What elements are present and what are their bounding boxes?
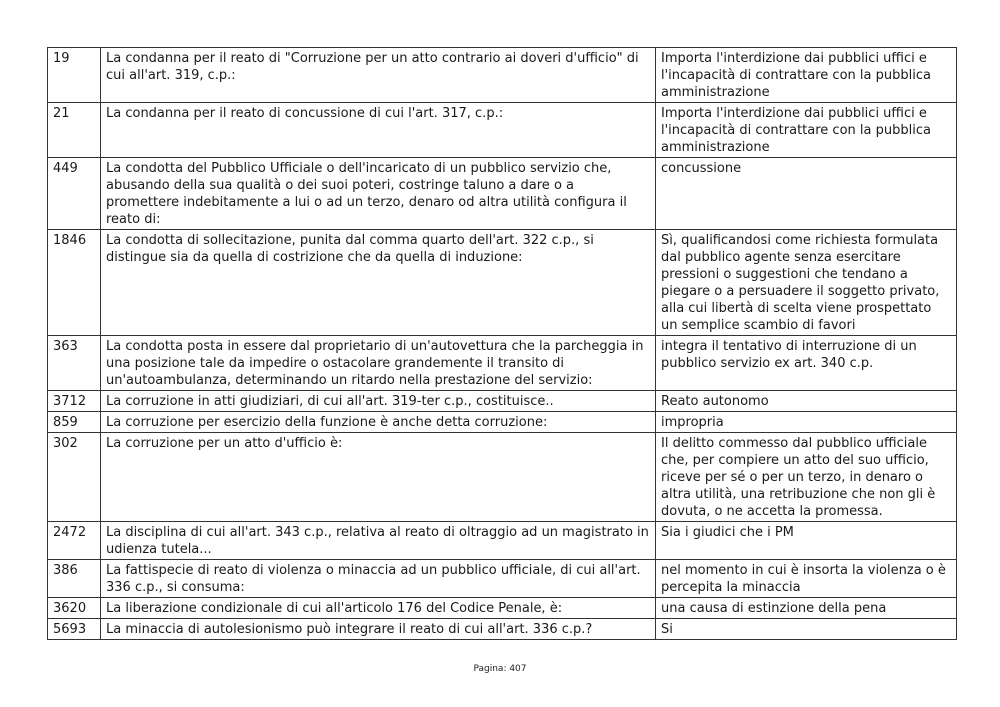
row-id-cell: 2472 (48, 522, 101, 560)
table-row (48, 598, 957, 619)
table-row (48, 412, 957, 433)
table-row (48, 522, 957, 560)
question-cell: La disciplina di cui all'art. 343 c.p., relativa al reato di oltraggio ad un magistrato in udienza tutela... (101, 522, 656, 560)
row-id-cell: 3620 (48, 598, 101, 619)
answer-cell: Reato autonomo (656, 391, 957, 412)
answer-cell: Importa l'interdizione dai pubblici uffici e l'incapacità di contrattare con la pubblica amministrazione (656, 48, 957, 103)
table-row (48, 560, 957, 598)
row-id-cell: 859 (48, 412, 101, 433)
answer-cell: Il delitto commesso dal pubblico ufficiale che, per compiere un atto del suo ufficio, riceve per sé o per un terzo, in denaro o altra utilità, una retribuzione che non gli è dovuta, o ne accetta la promessa. (656, 433, 957, 522)
table-row (48, 391, 957, 412)
answer-cell: integra il tentativo di interruzione di un pubblico servizio ex art. 340 c.p. (656, 336, 957, 391)
table-row (48, 619, 957, 640)
question-cell: La fattispecie di reato di violenza o minaccia ad un pubblico ufficiale, di cui all'art. 336 c.p., si consuma: (101, 560, 656, 598)
answer-cell: nel momento in cui è insorta la violenza o è percepita la minaccia (656, 560, 957, 598)
row-id-cell: 19 (48, 48, 101, 103)
table-row (48, 48, 957, 103)
row-id-cell: 449 (48, 158, 101, 230)
question-table (47, 47, 957, 640)
question-cell: La corruzione per esercizio della funzione è anche detta corruzione: (101, 412, 656, 433)
answer-cell: una causa di estinzione della pena (656, 598, 957, 619)
row-id-cell: 386 (48, 560, 101, 598)
question-cell: La condanna per il reato di "Corruzione per un atto contrario ai doveri d'ufficio" di cui all'art. 319, c.p.: (101, 48, 656, 103)
row-id-cell: 1846 (48, 230, 101, 336)
answer-cell: Importa l'interdizione dai pubblici uffici e l'incapacità di contrattare con la pubblica amministrazione (656, 103, 957, 158)
row-id-cell: 363 (48, 336, 101, 391)
question-cell: La condotta posta in essere dal proprietario di un'autovettura che la parcheggia in una posizione tale da impedire o ostacolare grandemente il transito di un'autoambulanza, determinando un ritardo nella prestazione del servizio: (101, 336, 656, 391)
table-row (48, 230, 957, 336)
question-table-body (48, 48, 957, 640)
question-cell: La corruzione per un atto d'ufficio è: (101, 433, 656, 522)
answer-cell: concussione (656, 158, 957, 230)
question-cell: La condotta del Pubblico Ufficiale o dell'incaricato di un pubblico servizio che, abusando della sua qualità o dei suoi poteri, costringe taluno a dare o a promettere indebitamente a lui o ad un terzo, denaro od altra utilità configura il reato di: (101, 158, 656, 230)
table-row (48, 158, 957, 230)
answer-cell: Si (656, 619, 957, 640)
row-id-cell: 5693 (48, 619, 101, 640)
answer-cell: impropria (656, 412, 957, 433)
question-cell: La condotta di sollecitazione, punita dal comma quarto dell'art. 322 c.p., si distingue sia da quella di costrizione che da quella di induzione: (101, 230, 656, 336)
table-row (48, 433, 957, 522)
answer-cell: Sì, qualificandosi come richiesta formulata dal pubblico agente senza esercitare pressioni o suggestioni che tendano a piegare o a persuadere il soggetto privato, alla cui libertà di scelta viene prospettato un semplice scambio di favori (656, 230, 957, 336)
question-cell: La condanna per il reato di concussione di cui l'art. 317, c.p.: (101, 103, 656, 158)
row-id-cell: 21 (48, 103, 101, 158)
row-id-cell: 302 (48, 433, 101, 522)
question-cell: La liberazione condizionale di cui all'articolo 176 del Codice Penale, è: (101, 598, 656, 619)
question-cell: La minaccia di autolesionismo può integrare il reato di cui all'art. 336 c.p.? (101, 619, 656, 640)
row-id-cell: 3712 (48, 391, 101, 412)
table-row (48, 336, 957, 391)
question-cell: La corruzione in atti giudiziari, di cui all'art. 319-ter c.p., costituisce.. (101, 391, 656, 412)
answer-cell: Sia i giudici che i PM (656, 522, 957, 560)
page-number: Pagina: 407 (473, 664, 527, 674)
table-row (48, 103, 957, 158)
